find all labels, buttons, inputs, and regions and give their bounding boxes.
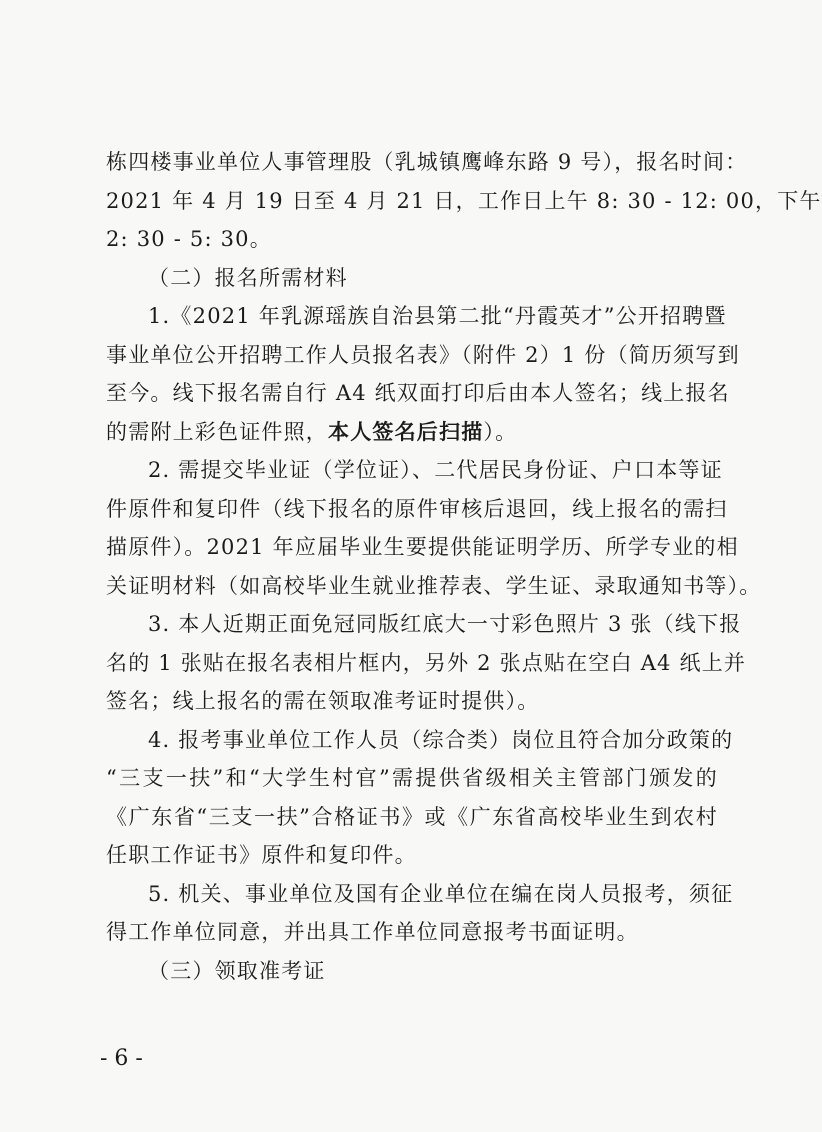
text-line: 2: 30 - 5: 30。: [106, 227, 272, 251]
text-line: 2. 需提交毕业证（学位证）、二代居民身份证、户口本等证: [148, 458, 723, 482]
text-line: 名的 1 张贴在报名表相片框内，另外 2 张点贴在空白 A4 纸上并: [106, 650, 747, 675]
text-line: 3. 本人近期正面免冠同版红底大一寸彩色照片 3 张（线下报: [148, 612, 742, 636]
text-line: 4. 报考事业单位工作人员（综合类）岗位且符合加分政策的: [148, 727, 734, 752]
text-line: [106, 413, 718, 452]
text-line: 关证明材料（如高校毕业生就业推荐表、学生证、录取通知书等）。: [106, 573, 762, 598]
text-line: “三支一扶”和“大学生村官”需提供省级相关主管部门颁发的: [106, 766, 718, 790]
document-body: [106, 143, 822, 990]
text-line: 签名；线上报名的需在领取准考证时提供）。: [106, 689, 540, 713]
text-line: 栋四楼事业单位人事管理股（乳城镇鹰峰东路 9 号），报名时间：: [106, 150, 748, 174]
text-line: 事业单位公开招聘工作人员报名表》（附件 2）1 份（简历须写到: [106, 342, 740, 367]
text-segment: 的需附上彩色证件照，: [106, 419, 328, 444]
text-line: 得工作单位同意，并出具工作单位同意报考书面证明。: [106, 920, 639, 944]
bold-text-segment: 本人签名后扫描: [328, 418, 484, 444]
text-line: 描原件）。2021 年应届毕业生要提供能证明学历、所学专业的相: [106, 535, 739, 559]
section-heading: （三）领取准考证: [148, 958, 326, 983]
text-line: 5. 机关、事业单位及国有企业单位在编在岗人员报考，须征: [148, 881, 734, 906]
page-number: - 6 -: [100, 1046, 143, 1071]
text-line: 至今。线下报名需自行 A4 纸双面打印后由本人签名；线上报名: [106, 381, 730, 405]
text-line: 1.《2021 年乳源瑶族自治县第二批“丹霞英才”公开招聘暨: [148, 304, 727, 328]
text-line: 2021 年 4 月 19 日至 4 月 21 日，工作日上午 8: 30 - 12: 00，下午: [106, 188, 822, 213]
text-line: 件原件和复印件（线下报名的原件审核后退回，线上报名的需扫: [106, 496, 728, 521]
text-line: 任职工作证书》原件和复印件。: [106, 843, 417, 867]
section-heading: （二）报名所需材料: [148, 265, 348, 290]
text-line: 《广东省“三支一扶”合格证书》或《广东省高校毕业生到农村: [106, 804, 718, 829]
text-segment: ）。: [483, 419, 518, 444]
